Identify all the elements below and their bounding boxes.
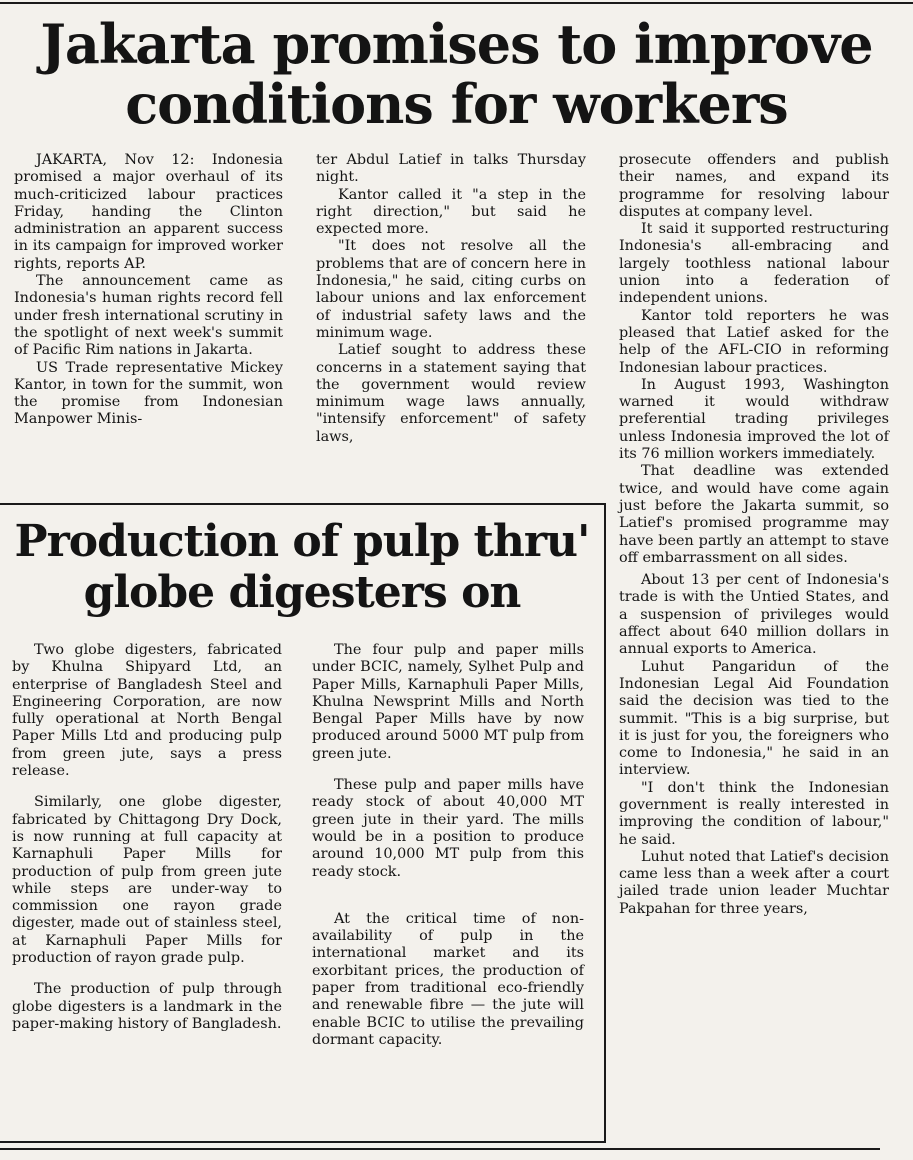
paragraph: ter Abdul Latief in talks Thursday night.: [316, 152, 586, 186]
article1-column-2: [316, 152, 586, 446]
bottom-box-rule: [0, 1148, 880, 1150]
paragraph: Luhut Pangaridun of the Indonesian Legal Aid Foundation said the decision was tied to the summit. "This is a big surprise, but it is just for you, the foreigners who come to Indonesia," he said in an interview.: [619, 658, 889, 779]
paragraph: About 13 per cent of Indonesia's trade is with the Untied States, and a suspension of privileges would affect about 640 million dollars in annual exports to America.: [619, 572, 889, 658]
article2-box-right-rule: [604, 503, 606, 1143]
paragraph: In August 1993, Washington warned it would withdraw preferential trading privileges unless Indonesia improved the lot of its 76 million workers immediately.: [619, 376, 889, 463]
article2-column-1: [12, 642, 282, 1033]
paragraph: JAKARTA, Nov 12: Indonesia promised a major overhaul of its much-criticized labour practices Friday, handing the Clinton administration an apparent success in its campaign for improved worker rights, reports AP.: [14, 152, 283, 272]
paragraph: Kantor told reporters he was pleased that Latief asked for the help of the AFL-CIO in reforming Indonesian labour practices.: [619, 307, 889, 376]
paragraph: "I don't think the Indonesian government is really interested in improving the condition of labour," he said.: [619, 779, 889, 848]
paragraph: Latief sought to address these concerns in a statement saying that the government would review minimum wage laws annually, "intensify enforcement" of safety laws,: [316, 342, 586, 445]
article2-column-2: [312, 642, 584, 1049]
paragraph: Similarly, one globe digester, fabricated by Chittagong Dry Dock, is now running at full capacity at Karnaphuli Paper Mills for production of pulp from green jute while steps are under-way to commission one rayon grade digester, made out of stainless steel, at Karnaphuli Paper Mills for production of rayon grade pulp.: [12, 794, 282, 967]
paragraph: "It does not resolve all the problems that are of concern here in Indonesia," he said, citing curbs on labour unions and lax enforcement of industrial safety laws and the minimum wage.: [316, 238, 586, 341]
paragraph: prosecute offenders and publish their names, and expand its programme for resolving labour disputes at company level.: [619, 152, 889, 220]
article1-headline-line1: Jakarta promises to improve: [40, 12, 873, 76]
article1-headline-line2: conditions for workers: [125, 72, 788, 136]
paragraph: US Trade representative Mickey Kantor, in town for the summit, won the promise from Indonesian Manpower Minis-: [14, 359, 283, 428]
article2-headline-line2: globe digesters on: [83, 567, 521, 618]
article1-column-3: [619, 152, 889, 918]
paragraph: At the critical time of non-availability of pulp in the international market and its exorbitant prices, the production of paper from traditional eco-friendly and renewable fibre — the jute will enable BCIC to utilise the prevailing dormant capacity.: [312, 910, 584, 1048]
paragraph: Kantor called it "a step in the right direction," but said he expected more.: [316, 186, 586, 238]
paragraph: It said it supported restructuring Indonesia's all-embracing and largely toothless national labour union into a federation of independent unions.: [619, 221, 889, 307]
paragraph: The announcement came as Indonesia's human rights record fell under fresh international scrutiny in the spotlight of next week's summit of Pacific Rim nations in Jakarta.: [14, 273, 283, 359]
article1-headline: [0, 14, 913, 134]
paragraph: The production of pulp through globe digesters is a landmark in the paper-making history of Bangladesh.: [12, 981, 282, 1032]
paragraph: That deadline was extended twice, and would have come again just before the Jakarta summit, so Latief's promised programme may have been partly an attempt to stave off embarrassment on all sides.: [619, 463, 889, 566]
paragraph: Two globe digesters, fabricated by Khulna Shipyard Ltd, an enterprise of Bangladesh Steel and Engineering Corporation, are now fully operational at North Bengal Paper Mills Ltd and producing pulp from green jute, says a press release.: [12, 642, 282, 780]
article2-box-bottom-rule: [0, 1141, 606, 1143]
article2-headline-line1: Production of pulp thru': [14, 516, 590, 567]
article2-box-top-rule: [0, 503, 606, 505]
article2-headline: [0, 516, 604, 618]
article1-column-1: [14, 152, 283, 429]
paragraph: Luhut noted that Latief's decision came less than a week after a court jailed trade union leader Muchtar Pakpahan for three years,: [619, 848, 889, 917]
paragraph: The four pulp and paper mills under BCIC, namely, Sylhet Pulp and Paper Mills, Karnaphuli Paper Mills, Khulna Newsprint Mills and North Bengal Paper Mills have by now produced around 5000 MT pulp from green jute.: [312, 642, 584, 762]
paragraph: These pulp and paper mills have ready stock of about 40,000 MT green jute in their yard. The mills would be in a position to produce around 10,000 MT pulp from this ready stock.: [312, 777, 584, 880]
top-rule: [0, 2, 913, 4]
